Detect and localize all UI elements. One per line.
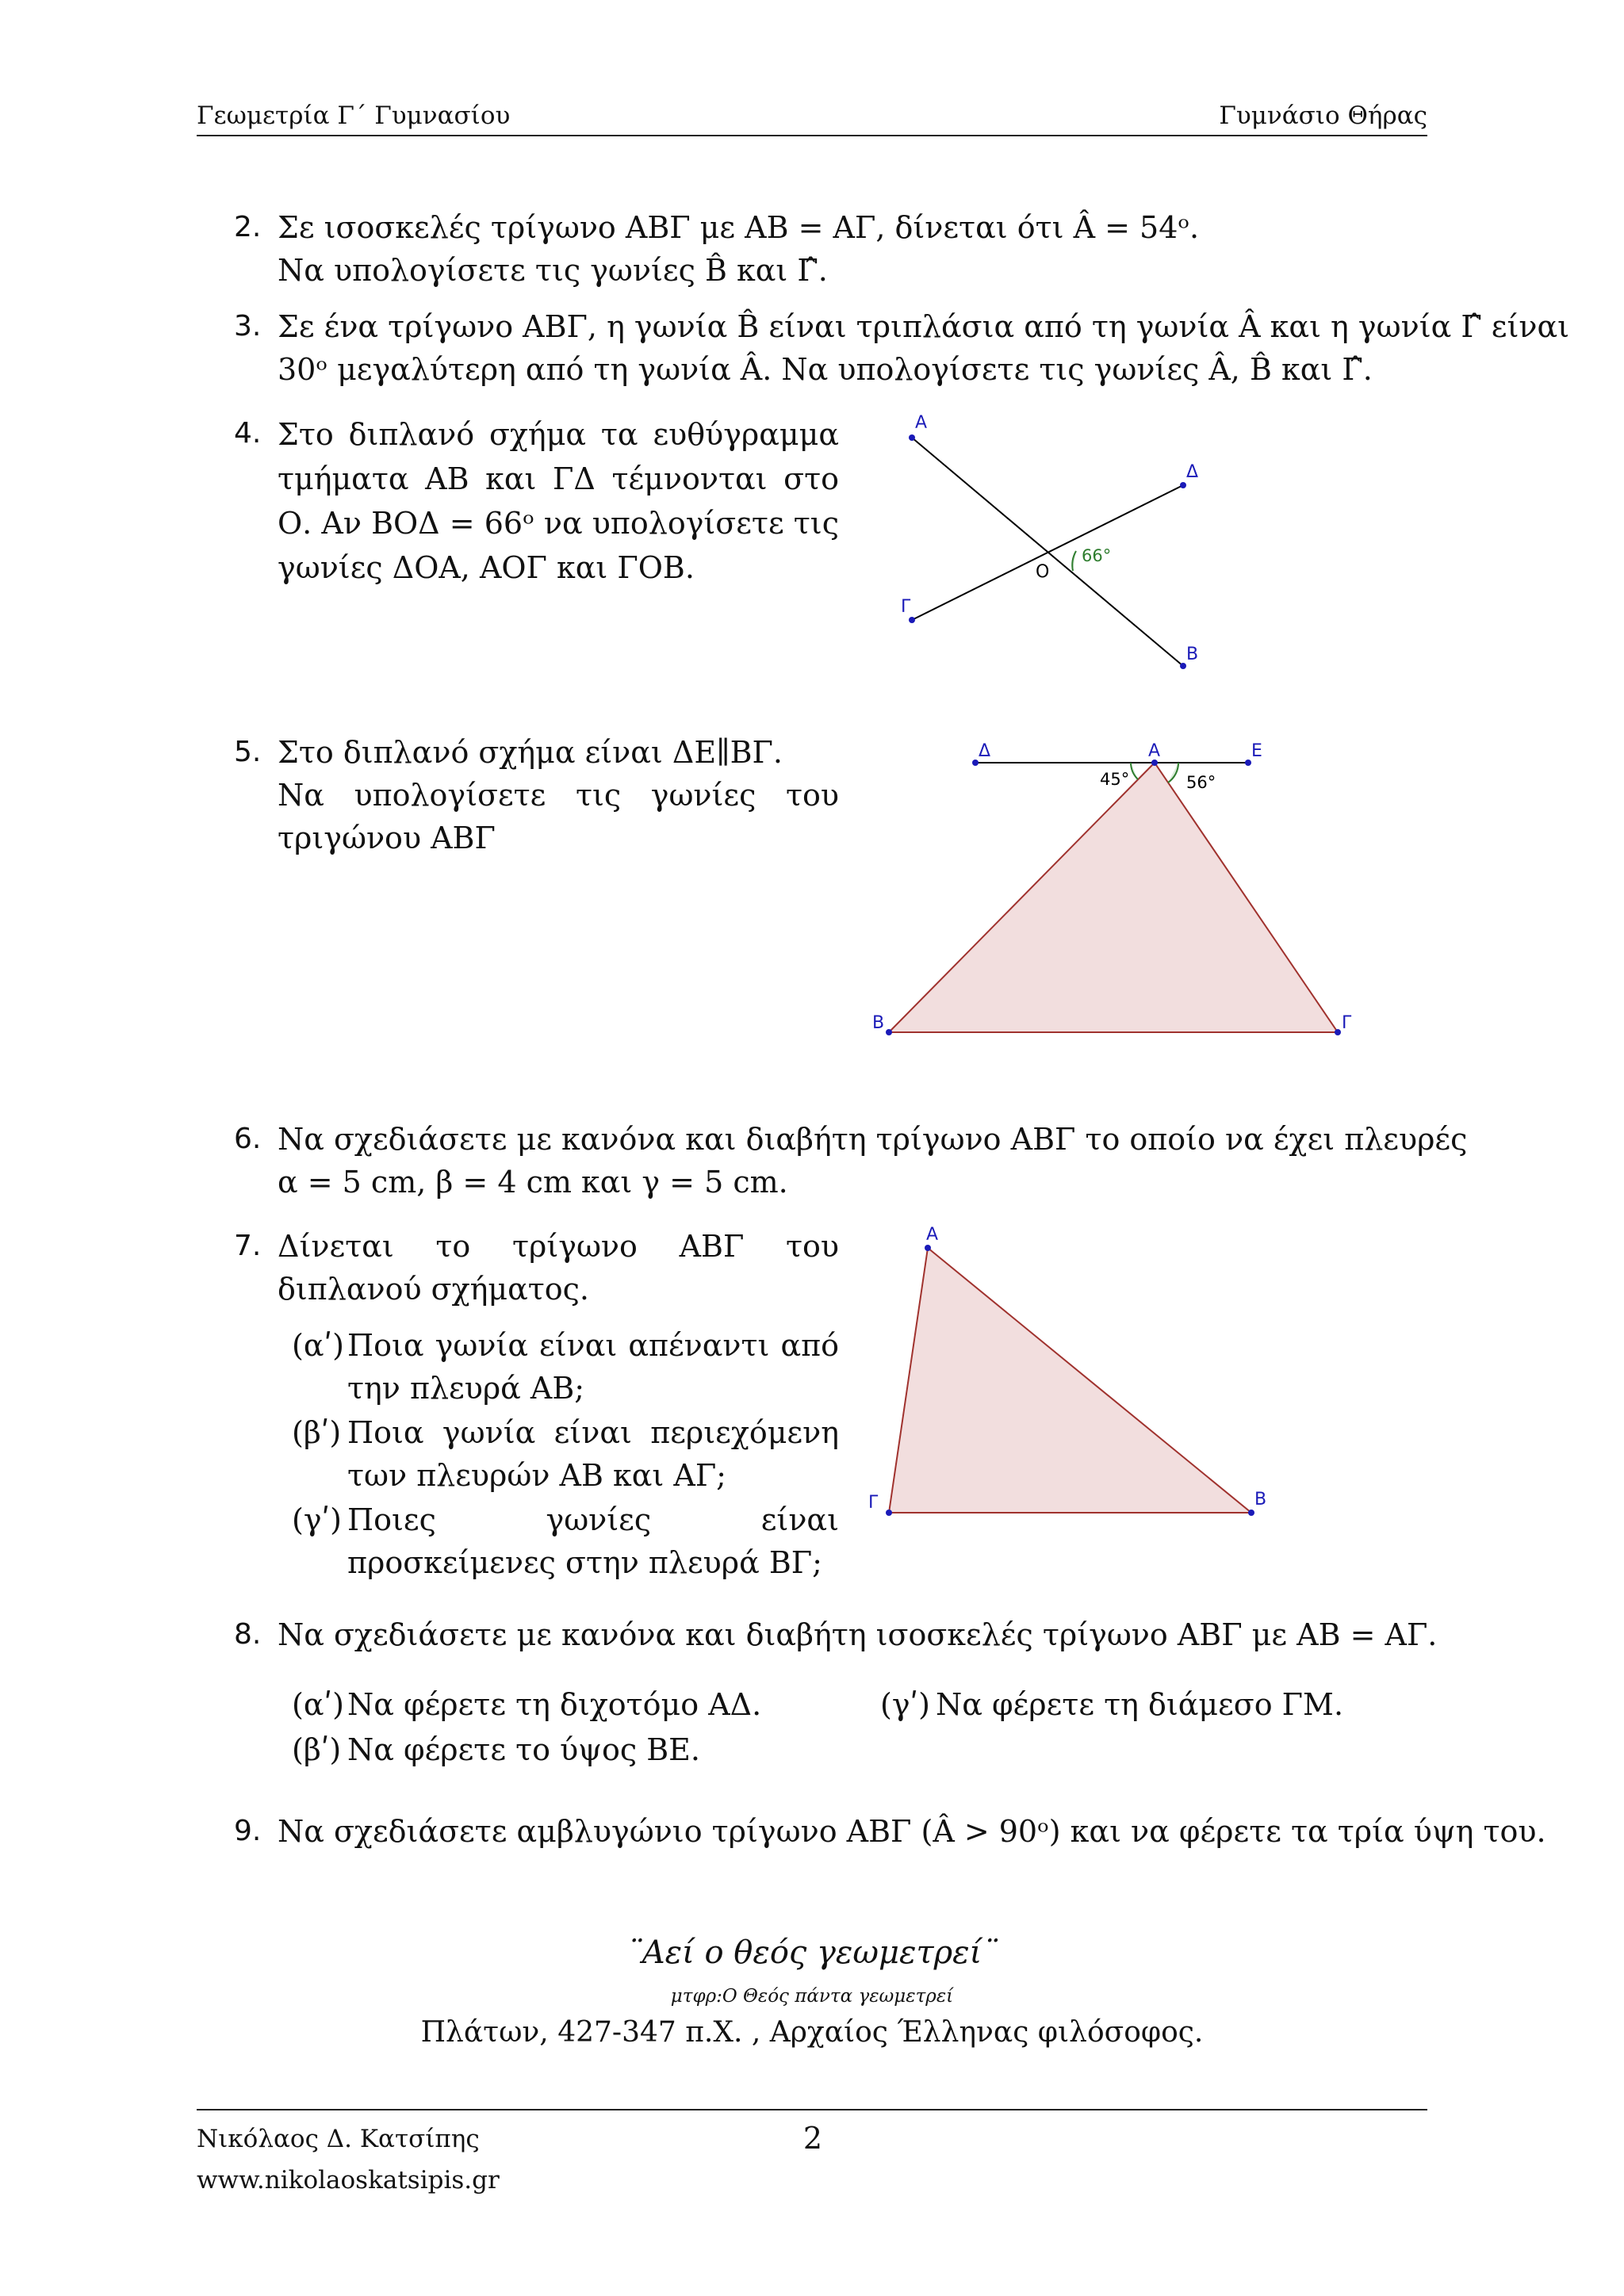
problem-number: 8. [234, 1618, 262, 1651]
point-E [1245, 760, 1251, 766]
point-G [909, 617, 915, 623]
subitem-text: Να φέρετε το ύψος ΒΕ. [347, 1732, 700, 1767]
triangle-figure [864, 1221, 1277, 1522]
header-rule [197, 135, 1427, 136]
label-A: Α [1148, 741, 1161, 761]
label-G: Γ [868, 1493, 879, 1513]
subitem-label: (αʹ) [292, 1687, 344, 1722]
problem-line: α = 5 cm, β = 4 cm και γ = 5 cm. [278, 1165, 788, 1200]
header-left: Γεωμετρία Γ΄ Γυμνασίου [197, 101, 511, 130]
subitem-label: (βʹ) [292, 1415, 342, 1450]
problem-intro: Δίνεται το τρίγωνο ΑΒΓ του διπλανού σχήματος. [278, 1229, 839, 1307]
point-B [1180, 663, 1186, 669]
angle-label: 66° [1082, 546, 1112, 565]
problem-number: 9. [234, 1815, 262, 1847]
problem-number: 4. [234, 417, 262, 450]
quote-translation: μτφρ:Ο Θεός πάντα γεωμετρεί [670, 1986, 954, 2007]
point-A [925, 1245, 931, 1251]
problem-number: 2. [234, 211, 262, 243]
header-right: Γυμνάσιο Θήρας [1219, 101, 1427, 130]
problem-line: Να σχεδιάσετε με κανόνα και διαβήτη τρίγωνο ΑΒΓ το οποίο να έχει πλευρές [278, 1122, 1468, 1157]
problem-line: Σε ισοσκελές τρίγωνο ΑΒΓ με ΑΒ = ΑΓ, δίνεται ότι Â = 54ᵒ. [278, 210, 1200, 245]
footer-rule [197, 2109, 1427, 2110]
problem-number: 3. [234, 310, 262, 342]
point-B [1248, 1510, 1254, 1516]
parallel-triangle-figure [864, 733, 1372, 1039]
subitem-text: Ποια γωνία είναι περιεχόμενη των πλευρών ΑΒ και ΑΓ; [347, 1415, 839, 1493]
problem-number: 6. [234, 1123, 262, 1155]
subitem-label: (γʹ) [880, 1687, 930, 1722]
point-G [886, 1510, 892, 1516]
point-A [909, 434, 915, 441]
problem-text: Να σχεδιάσετε αμβλυγώνιο τρίγωνο ΑΒΓ (Â > 90ᵒ) και να φέρετε τα τρία ύψη του. [278, 1814, 1546, 1849]
footer-website[interactable]: www.nikolaoskatsipis.gr [197, 2166, 500, 2195]
page-number: 2 [802, 2121, 823, 2156]
quote-main: ¨Αεί ο θεός γεωμετρεί¨ [626, 1934, 998, 1971]
subitem-text: Ποια γωνία είναι απέναντι από την πλευρά ΑΒ; [347, 1328, 839, 1406]
subitem-label: (αʹ) [292, 1328, 344, 1363]
subitem-label: (γʹ) [292, 1502, 342, 1537]
point-G [1335, 1029, 1341, 1035]
problem-line: Να υπολογίσετε τις γωνίες B̂ και Γ̂. [278, 253, 828, 288]
label-G: Γ [901, 597, 911, 617]
label-B: Β [1186, 645, 1199, 664]
label-B: Β [1254, 1490, 1267, 1510]
label-D: Δ [1186, 462, 1199, 482]
problem-line: Να υπολογίσετε τις γωνίες του τριγώνου ΑΒΓ [278, 778, 839, 855]
angle-label-right: 56° [1186, 773, 1216, 792]
label-D: Δ [979, 741, 991, 761]
label-E: Ε [1251, 741, 1262, 761]
subitem-text: Να φέρετε τη διχοτόμο ΑΔ. [347, 1687, 762, 1722]
subitem-label: (βʹ) [292, 1732, 342, 1767]
footer-author: Νικόλαος Δ. Κατσίπης [197, 2125, 480, 2153]
problem-text: Στο διπλανό σχήμα τα ευθύγραμμα τμήματα ΑΒ και ΓΔ τέμνονται στο Ο. Αν ΒΟΔ = 66ᵒ να υπολογίσετε τις γωνίες ΔΟΑ, ΑΟΓ και ΓΟΒ. [278, 417, 839, 585]
intersecting-lines-figure [880, 412, 1245, 682]
angle-label-left: 45° [1100, 770, 1130, 789]
subitem-text: Να φέρετε τη διάμεσο ΓΜ. [936, 1687, 1344, 1722]
quote-author: Πλάτων, 427-347 π.Χ. , Αρχαίος Έλληνας φιλόσοφος. [420, 2016, 1204, 2049]
label-G: Γ [1342, 1013, 1352, 1033]
label-A: Α [926, 1225, 939, 1245]
problem-line: Στο διπλανό σχήμα είναι ΔΕ∥ΒΓ. [278, 735, 783, 770]
problem-line: 30ᵒ μεγαλύτερη από τη γωνία Â. Να υπολογίσετε τις γωνίες Â, B̂ και Γ̂. [278, 352, 1373, 387]
problem-number: 5. [234, 736, 262, 768]
point-D [1180, 482, 1186, 488]
problem-text: Να σχεδιάσετε με κανόνα και διαβήτη ισοσκελές τρίγωνο ΑΒΓ με ΑΒ = ΑΓ. [278, 1617, 1438, 1652]
problem-number: 7. [234, 1230, 262, 1262]
point-B [886, 1029, 892, 1035]
label-O: Ο [1036, 562, 1050, 582]
point-D [972, 760, 979, 766]
label-A: Α [915, 413, 928, 433]
subitem-text: Ποιες γωνίες είναι προσκείμενες στην πλευρά ΒΓ; [347, 1502, 839, 1580]
label-B: Β [872, 1013, 885, 1033]
problem-line: Σε ένα τρίγωνο ΑΒΓ, η γωνία B̂ είναι τριπλάσια από τη γωνία Â και η γωνία Γ̂ είναι [278, 309, 1570, 344]
